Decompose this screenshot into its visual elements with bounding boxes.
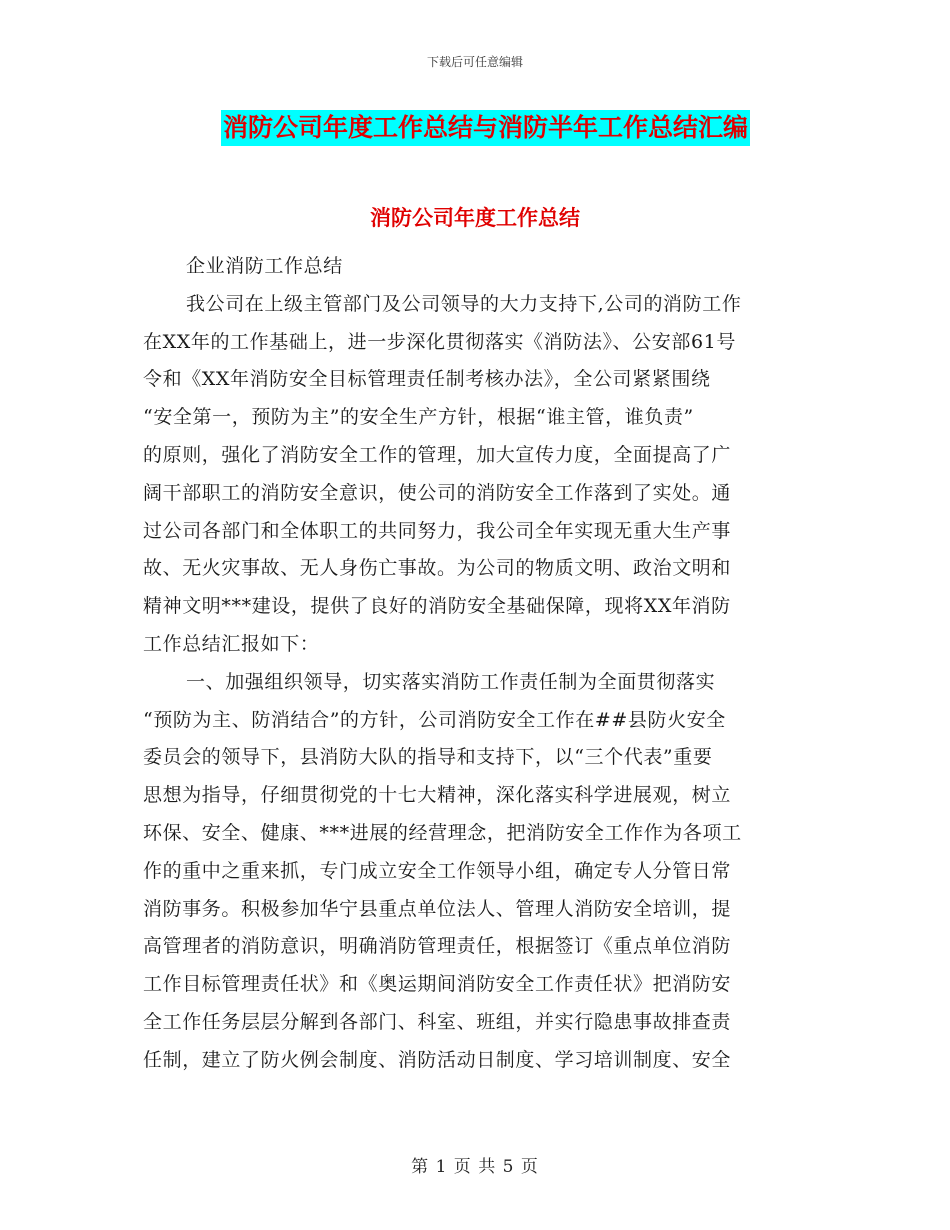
body-line: 一、加强组织领导，切实落实消防工作责任制为全面贯彻落实 bbox=[186, 670, 716, 693]
body-line: 过公司各部门和全体职工的共同努力，我公司全年实现无重大生产事 bbox=[143, 519, 732, 542]
body-line: 阔干部职工的消防安全意识，使公司的消防安全工作落到了实处。通 bbox=[143, 481, 732, 504]
header-note: 下载后可任意编辑 bbox=[426, 55, 523, 69]
body-line: 故、无火灾事故、无人身伤亡事故。为公司的物质文明、政治文明和 bbox=[143, 557, 732, 580]
body-line: 思想为指导，仔细贯彻党的十七大精神，深化落实科学进展观，树立 bbox=[143, 784, 732, 807]
page-number: 第 1 页 共 5 页 bbox=[411, 1157, 539, 1177]
body-line: 精神文明***建设，提供了良好的消防安全基础保障，现将XX年消防 bbox=[143, 595, 731, 618]
body-line: “安全第一，预防为主”的安全生产方针，根据“谁主管，谁负责” bbox=[143, 406, 694, 429]
body-line: 的原则，强化了消防安全工作的管理，加大宣传力度，全面提高了广 bbox=[143, 443, 732, 466]
body-text bbox=[143, 248, 808, 1080]
paragraph-heading: 企业消防工作总结 bbox=[186, 255, 343, 277]
body-line: 全工作任务层层分解到各部门、科室、班组，并实行隐患事故排查责 bbox=[143, 1010, 732, 1033]
section-title: 消防公司年度工作总结 bbox=[370, 205, 580, 230]
document-title: 消防公司年度工作总结与消防半年工作总结汇编 bbox=[221, 110, 750, 146]
body-line: 任制，建立了防火例会制度、消防活动日制度、学习培训制度、安全 bbox=[143, 1048, 732, 1071]
body-line: 我公司在上级主管部门及公司领导的大力支持下,公司的消防工作 bbox=[186, 292, 742, 315]
body-line: 工作总结汇报如下： bbox=[143, 632, 320, 655]
body-line: 令和《XX年消防安全目标管理责任制考核办法》，全公司紧紧围绕 bbox=[143, 368, 711, 391]
body-line: 消防事务。积极参加华宁县重点单位法人、管理人消防安全培训，提 bbox=[143, 897, 732, 920]
body-line: 工作目标管理责任状》和《奥运期间消防安全工作责任状》把消防安 bbox=[143, 973, 732, 996]
body-line: 作的重中之重来抓，专门成立安全工作领导小组，确定专人分管日常 bbox=[143, 859, 732, 882]
body-line: “预防为主、防消结合”的方针，公司消防安全工作在##县防火安全 bbox=[143, 708, 726, 731]
body-line: 环保、安全、健康、***进展的经营理念，把消防安全工作作为各项工 bbox=[143, 821, 742, 844]
body-line: 在XX年的工作基础上，进一步深化贯彻落实《消防法》、公安部61号 bbox=[143, 330, 736, 353]
body-line: 委员会的领导下，县消防大队的指导和支持下，以“三个代表”重要 bbox=[143, 746, 713, 769]
body-line: 高管理者的消防意识，明确消防管理责任，根据签订《重点单位消防 bbox=[143, 935, 732, 958]
